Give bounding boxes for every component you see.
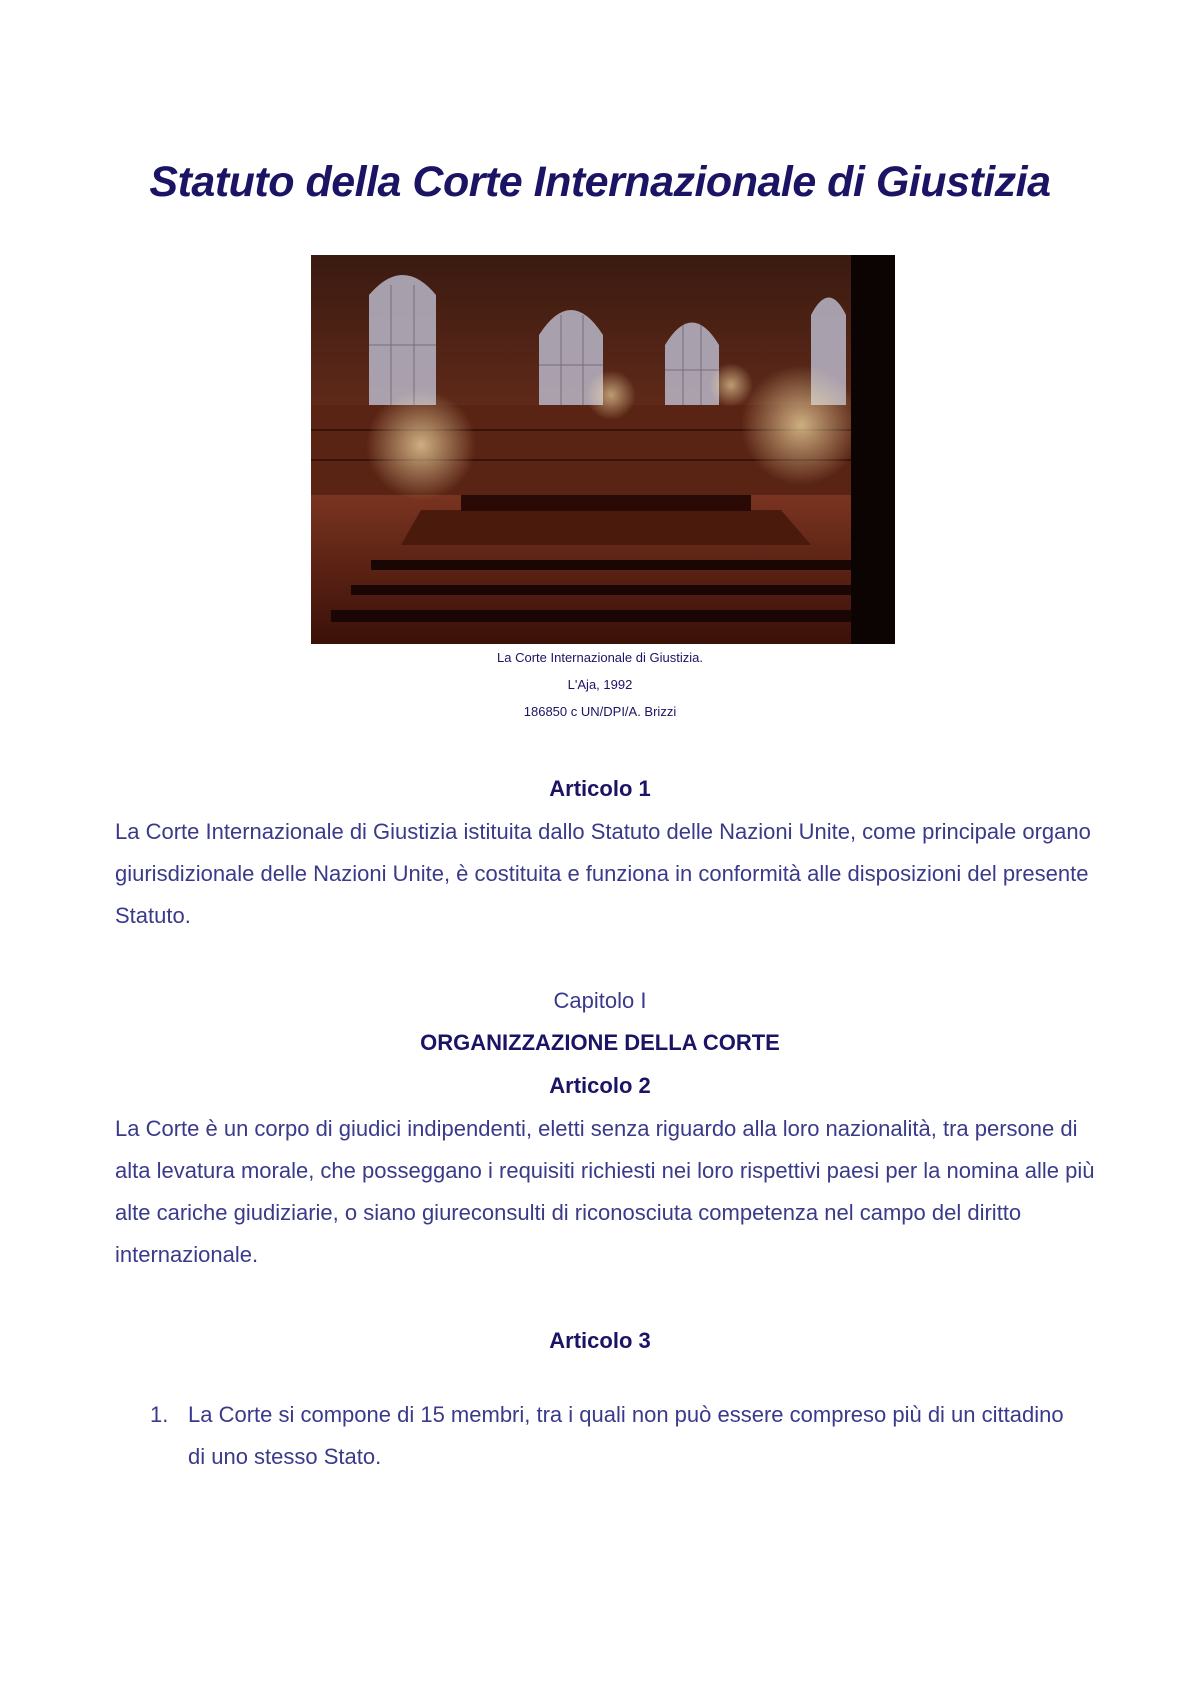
article-3-heading: Articolo 3 bbox=[549, 1328, 651, 1353]
chapter-label: Capitolo I bbox=[553, 988, 647, 1013]
chapter-heading: ORGANIZZAZIONE DELLA CORTE bbox=[420, 1030, 780, 1055]
document-title: Statuto della Corte Internazionale di Giustizia bbox=[149, 158, 1051, 206]
article-1-text: La Corte Internazionale di Giustizia istituita dallo Statuto delle Nazioni Unite, come principale organo giurisdizionale delle Nazioni Unite, è costituita e funziona in conformità alle disposizioni del presente Statuto. bbox=[115, 819, 1091, 928]
article-3-list bbox=[150, 1394, 1070, 1478]
article-2-text: La Corte è un corpo di giudici indipendenti, eletti senza riguardo alla loro nazionalità, tra persone di alta levatura morale, che posseggano i requisiti richiesti nei loro rispettivi paesi per la nomina alle più alte cariche giudiziarie, o siano giureconsulti di riconosciuta competenza nel campo del diritto internazionale. bbox=[115, 1116, 1095, 1267]
photo-caption-line-3: 186850 c UN/DPI/A. Brizzi bbox=[523, 704, 677, 719]
list-item-number: 1. bbox=[150, 1402, 169, 1427]
article-2-heading: Articolo 2 bbox=[549, 1073, 651, 1098]
courtroom-photo-illustration bbox=[311, 255, 895, 644]
article-1-heading: Articolo 1 bbox=[549, 776, 651, 801]
list-item-text: La Corte si compone di 15 membri, tra i quali non può essere compreso più di un cittadino di uno stesso Stato. bbox=[188, 1402, 1064, 1469]
photo-caption-line-2: L'Aja, 1992 bbox=[567, 677, 633, 692]
photo-caption-line-1: La Corte Internazionale di Giustizia. bbox=[497, 650, 703, 665]
list-item bbox=[150, 1394, 1070, 1478]
courtroom-photo bbox=[311, 255, 895, 644]
